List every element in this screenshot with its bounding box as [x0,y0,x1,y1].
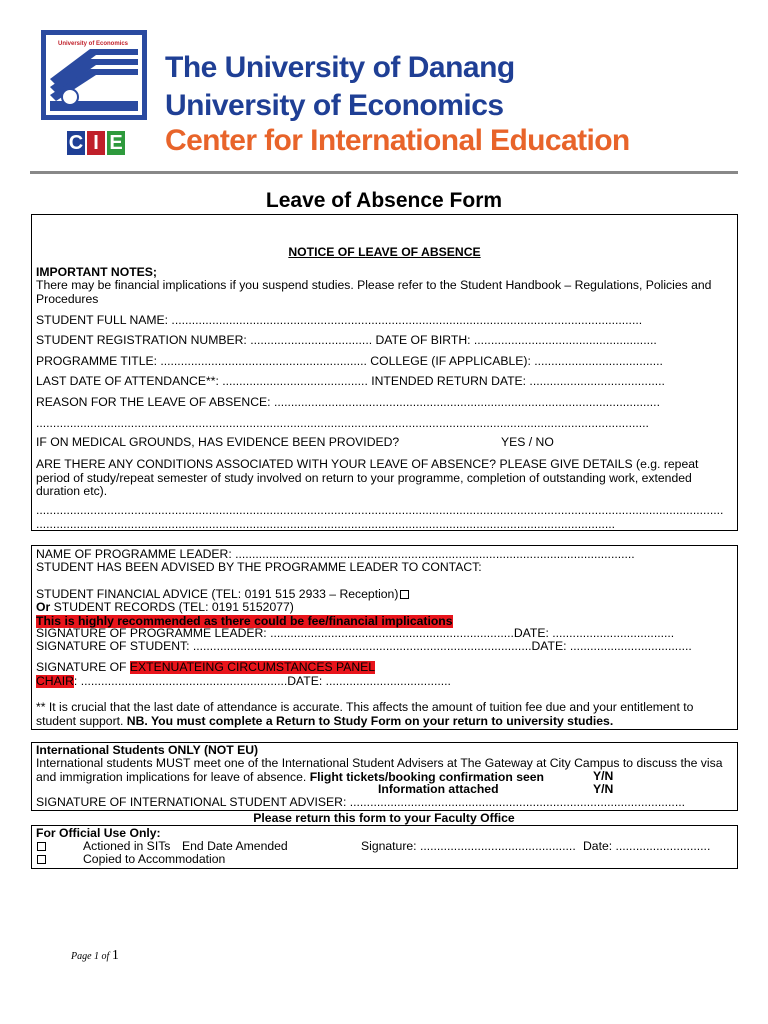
information-yes-no[interactable]: Y/N [593,783,614,796]
leader-name-field[interactable]: NAME OF PROGRAMME LEADER: ...................................................................................................................... [36,548,635,561]
cie-letter: E [107,131,125,155]
actioned-label: Actioned in SITs [83,840,171,853]
flight-yes-no[interactable]: Y/N [593,770,614,783]
registration-dob-field[interactable]: STUDENT REGISTRATION NUMBER: .................................... DATE OF BIRTH: ...................................................... [36,334,657,347]
crucial-text: ** It is crucial that the last date of attendance is accurate. This affects the amount of tuition fee due and your entitlement to student support. [36,700,694,728]
advised-label: STUDENT HAS BEEN ADVISED BY THE PROGRAMME LEADER TO CONTACT: [36,561,482,574]
reason-continued-field[interactable]: ..................................................................................................................................................................................... [36,417,649,430]
header-divider [30,171,738,174]
international-heading: International Students ONLY (NOT EU) [36,744,259,757]
fee-warning-text: This is highly recommended as there could be fee/financial implications [36,615,453,628]
official-signature-field[interactable]: Signature: .............................................. [361,840,576,853]
cie-letter: C [68,132,84,154]
attendance-notice [36,701,729,728]
medical-question: IF ON MEDICAL GROUNDS, HAS EVIDENCE BEEN PROVIDED? [36,436,400,449]
university-logo [41,30,147,120]
programme-leader-section [31,545,738,730]
page-total: 1 [111,948,119,963]
conditions-line-2[interactable]: ........................................................................................................................................................................... [36,518,616,531]
important-label: IMPORTANT NOTES; [36,266,157,279]
adviser-signature-field[interactable]: SIGNATURE OF INTERNATIONAL STUDENT ADVISER: ................................................................................................... [36,796,685,809]
page-label: Page 1 of [71,951,110,962]
official-date-field[interactable]: Date: ............................ [583,840,711,853]
header-center: Center for International Education [165,124,630,157]
nb-text: NB. You must complete a Return to Study Form on your return to university studies. [126,713,614,728]
signature-of-text: SIGNATURE OF [36,661,127,674]
student-details-section [31,214,738,531]
official-use-section [31,825,738,869]
international-body: International students MUST meet one of the International Student Advisers at The Gateway at City Campus to discuss the visa and immigration implications for leave of absence. [36,756,723,784]
flight-label: Flight tickets/booking confirmation seen [309,769,544,784]
chair-date-text: : .............................................................DATE: ..................................... [73,675,451,688]
student-records-option [36,601,733,615]
panel-signature-label [36,661,733,675]
student-records-label: STUDENT RECORDS (TEL: 0191 5152077) [53,601,294,614]
or-label: Or [36,601,51,614]
form-title: Leave of Absence Form [265,189,503,212]
financial-advice-label: STUDENT FINANCIAL ADVICE (TEL: 0191 515 2933 – Reception) [36,588,399,601]
checkbox-icon[interactable] [400,590,409,599]
logo-text: University of Economics [58,41,129,47]
page-number [71,948,119,964]
chair-signature-field[interactable] [36,675,733,689]
conditions-line-1[interactable]: ........................................................................................................................................................................................................... [36,504,724,517]
full-name-field[interactable]: STUDENT FULL NAME: ........................................................................................................................................... [36,314,643,327]
reason-field[interactable]: REASON FOR THE LEAVE OF ABSENCE: .................................................................................................................. [36,396,660,409]
cie-logo [67,131,125,155]
student-signature-field[interactable]: SIGNATURE OF STUDENT: ....................................................................................................DATE: .................................... [36,640,692,653]
chair-text: CHAIR [36,675,74,688]
return-note: Please return this form to your Faculty Office [253,811,515,825]
attendance-return-field[interactable]: LAST DATE OF ATTENDANCE**: ........................................... INTENDED RETURN DATE: ........................................ [36,375,665,388]
panel-text: EXTENUATEING CIRCUMSTANCES PANEL [129,661,376,674]
cie-letter: I [87,131,105,155]
notice-heading: NOTICE OF LEAVE OF ABSENCE [288,246,481,259]
checkbox-icon[interactable] [37,842,46,851]
copied-label: Copied to Accommodation [83,853,226,866]
header-faculty: University of Economics [165,89,504,122]
end-date-label: End Date Amended [182,840,288,853]
checkbox-icon[interactable] [37,855,46,864]
information-attached-label: Information attached [378,783,499,796]
official-use-heading: For Official Use Only: [36,827,161,840]
programme-college-field[interactable]: PROGRAMME TITLE: ............................................................. COLLEGE (IF APPLICABLE): ...................................... [36,355,663,368]
header-university: The University of Danang [165,51,515,84]
international-students-section [31,742,738,811]
financial-advice-option[interactable] [36,588,733,602]
medical-yes-no[interactable]: YES / NO [501,436,554,449]
logo-emblem-icon [46,35,142,115]
leader-signature-field[interactable]: SIGNATURE OF PROGRAMME LEADER: ........................................................................DATE: .................................... [36,627,675,640]
important-text: There may be financial implications if you suspend studies. Please refer to the Student Handbook – Regulations, Policies and Procedures [36,278,712,306]
conditions-question: ARE THERE ANY CONDITIONS ASSOCIATED WITH YOUR LEAVE OF ABSENCE? PLEASE GIVE DETAILS (e.g. repeat period of study/repeat semester of study involved on return to your programme, completion of outstanding work, extended duration etc). [36,457,699,498]
